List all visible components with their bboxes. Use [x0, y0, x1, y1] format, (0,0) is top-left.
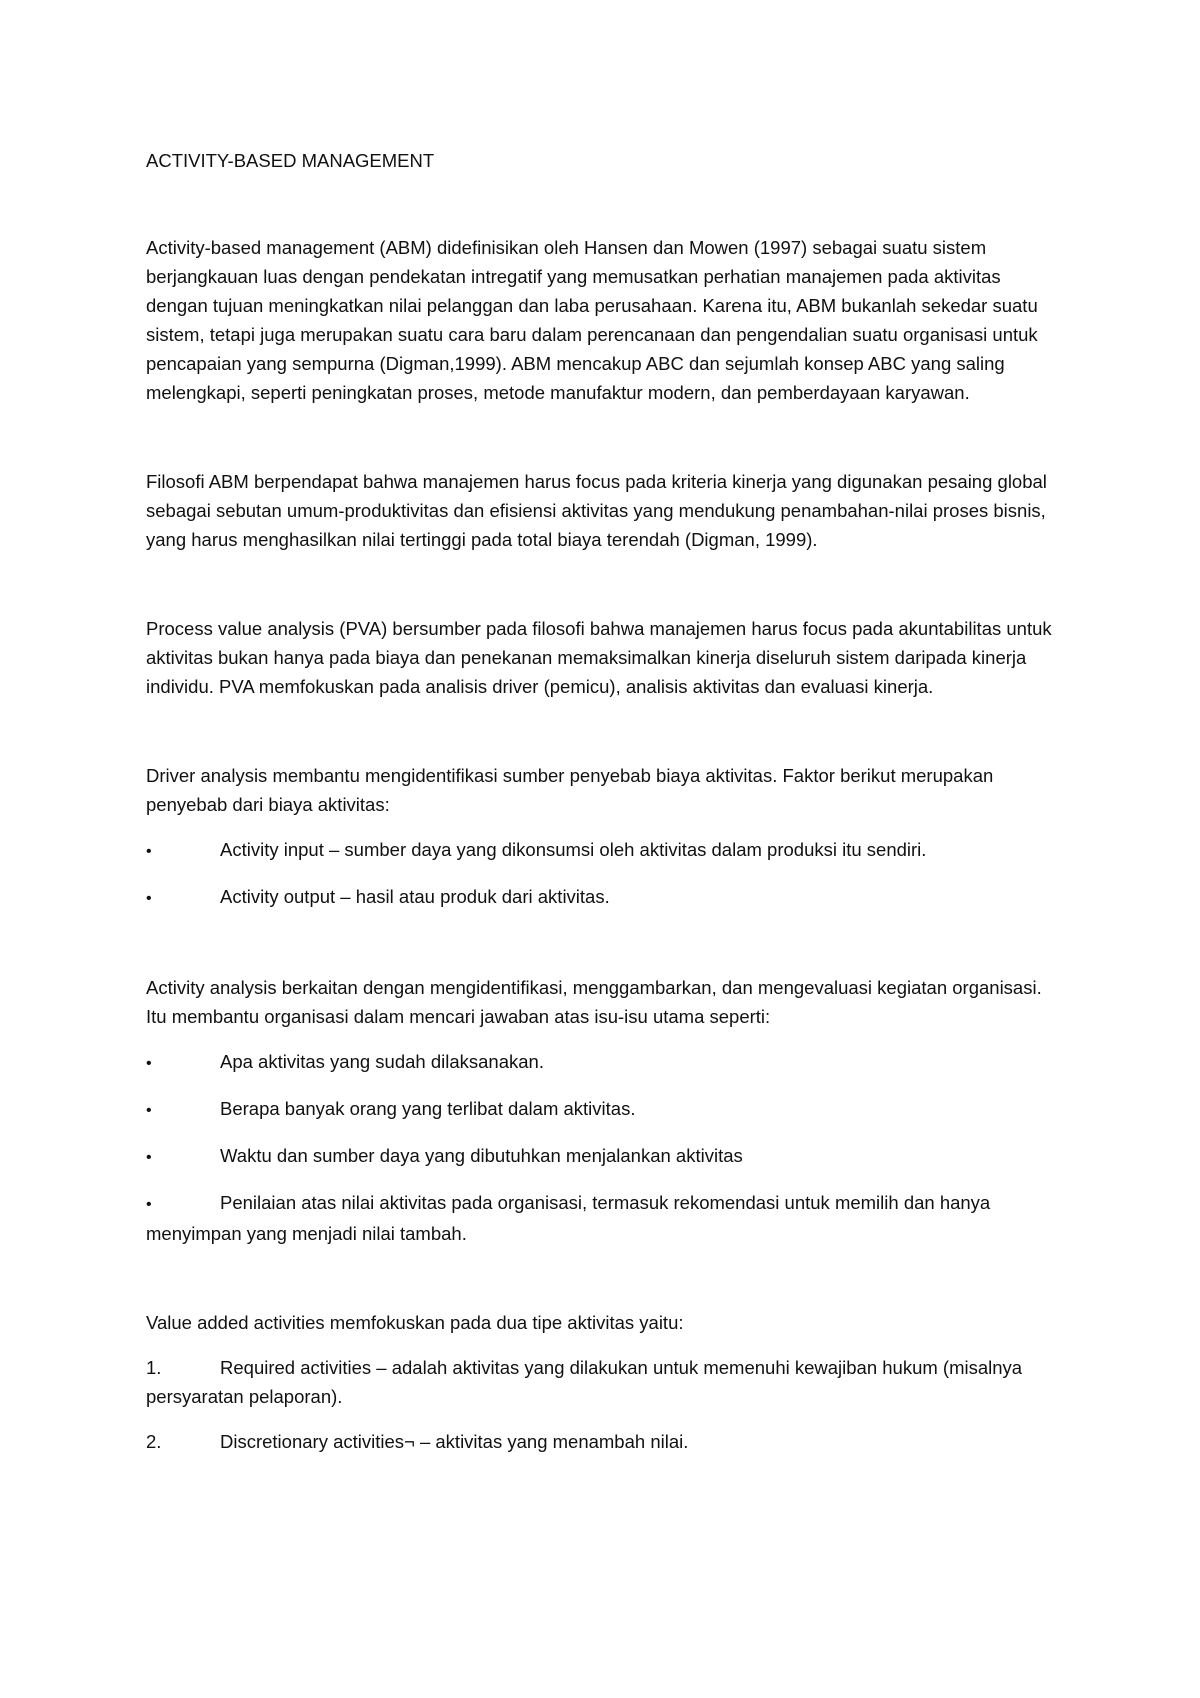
list-item	[146, 882, 1061, 913]
list-item	[146, 1427, 1061, 1456]
list-number: 1.	[146, 1357, 162, 1378]
list-item-text: Discretionary activities¬ – aktivitas yang menambah nilai.	[220, 1431, 689, 1452]
bullet-icon: •	[146, 1196, 152, 1213]
list-item-text: Activity input – sumber daya yang dikonsumsi oleh aktivitas dalam produksi itu sendiri.	[220, 839, 927, 860]
paragraph-abm-definition: Activity-based management (ABM) didefinisikan oleh Hansen dan Mowen (1997) sebagai suatu sistem berjangkauan luas dengan pendekatan intregatif yang memusatkan perhatian manajemen pada aktivitas dengan tujuan meningkatkan nilai pelanggan dan laba perusahaan. Karena itu, ABM bukanlah sekedar suatu sistem, tetapi juga merupakan suatu cara baru dalam perencanaan dan pengendalian suatu organisasi untuk pencapaian yang sempurna (Digman,1999). ABM mencakup ABC dan sejumlah konsep ABC yang saling melengkapi, seperti peningkatan proses, metode manufaktur modern, dan pemberdayaan karyawan.	[146, 237, 1038, 403]
list-item	[146, 1094, 1061, 1125]
bullet-icon: •	[146, 1055, 152, 1072]
document-body	[146, 146, 1061, 1456]
paragraph-value-added: Value added activities memfokuskan pada dua tipe aktivitas yaitu:	[146, 1312, 684, 1333]
list-item	[146, 835, 1061, 866]
activity-list	[146, 1047, 1061, 1248]
list-item	[146, 1188, 1061, 1248]
paragraph-driver-analysis: Driver analysis membantu mengidentifikasi sumber penyebab biaya aktivitas. Faktor berikut merupakan penyebab dari biaya aktivitas:	[146, 765, 994, 815]
list-item	[146, 1047, 1061, 1078]
list-item-text: Activity output – hasil atau produk dari aktivitas.	[220, 886, 610, 907]
document-title: ACTIVITY-BASED MANAGEMENT	[146, 150, 435, 171]
paragraph-activity-analysis: Activity analysis berkaitan dengan mengidentifikasi, menggambarkan, dan mengevaluasi kegiatan organisasi. Itu membantu organisasi dalam mencari jawaban atas isu-isu utama seperti:	[146, 977, 1042, 1027]
list-item-text: Penilaian atas nilai aktivitas pada organisasi, termasuk rekomendasi untuk memilih dan hanya menyimpan yang menjadi nilai tambah.	[146, 1192, 991, 1244]
list-item-text: Required activities – adalah aktivitas yang dilakukan untuk memenuhi kewajiban hukum (misalnya persyaratan pelaporan).	[146, 1357, 1023, 1407]
value-list	[146, 1353, 1061, 1456]
paragraph-abm-philosophy: Filosofi ABM berpendapat bahwa manajemen harus focus pada kriteria kinerja yang digunakan pesaing global sebagai sebutan umum-produktivitas dan efisiensi aktivitas yang mendukung penambahan-nilai proses bisnis, yang harus menghasilkan nilai tertinggi pada total biaya terendah (Digman, 1999).	[146, 471, 1047, 550]
list-item-text: Waktu dan sumber daya yang dibutuhkan menjalankan aktivitas	[220, 1145, 743, 1166]
bullet-icon: •	[146, 1102, 152, 1119]
bullet-icon: •	[146, 843, 152, 860]
paragraph-pva: Process value analysis (PVA) bersumber pada filosofi bahwa manajemen harus focus pada akuntabilitas untuk aktivitas bukan hanya pada biaya dan penekanan memaksimalkan kinerja diseluruh sistem daripada kinerja individu. PVA memfokuskan pada analisis driver (pemicu), analisis aktivitas dan evaluasi kinerja.	[146, 618, 1052, 697]
list-item	[146, 1141, 1061, 1172]
bullet-icon: •	[146, 1149, 152, 1166]
driver-list	[146, 835, 1061, 913]
list-number: 2.	[146, 1431, 162, 1452]
bullet-icon: •	[146, 890, 152, 907]
list-item	[146, 1353, 1061, 1411]
list-item-text: Berapa banyak orang yang terlibat dalam aktivitas.	[220, 1098, 636, 1119]
list-item-text: Apa aktivitas yang sudah dilaksanakan.	[220, 1051, 544, 1072]
